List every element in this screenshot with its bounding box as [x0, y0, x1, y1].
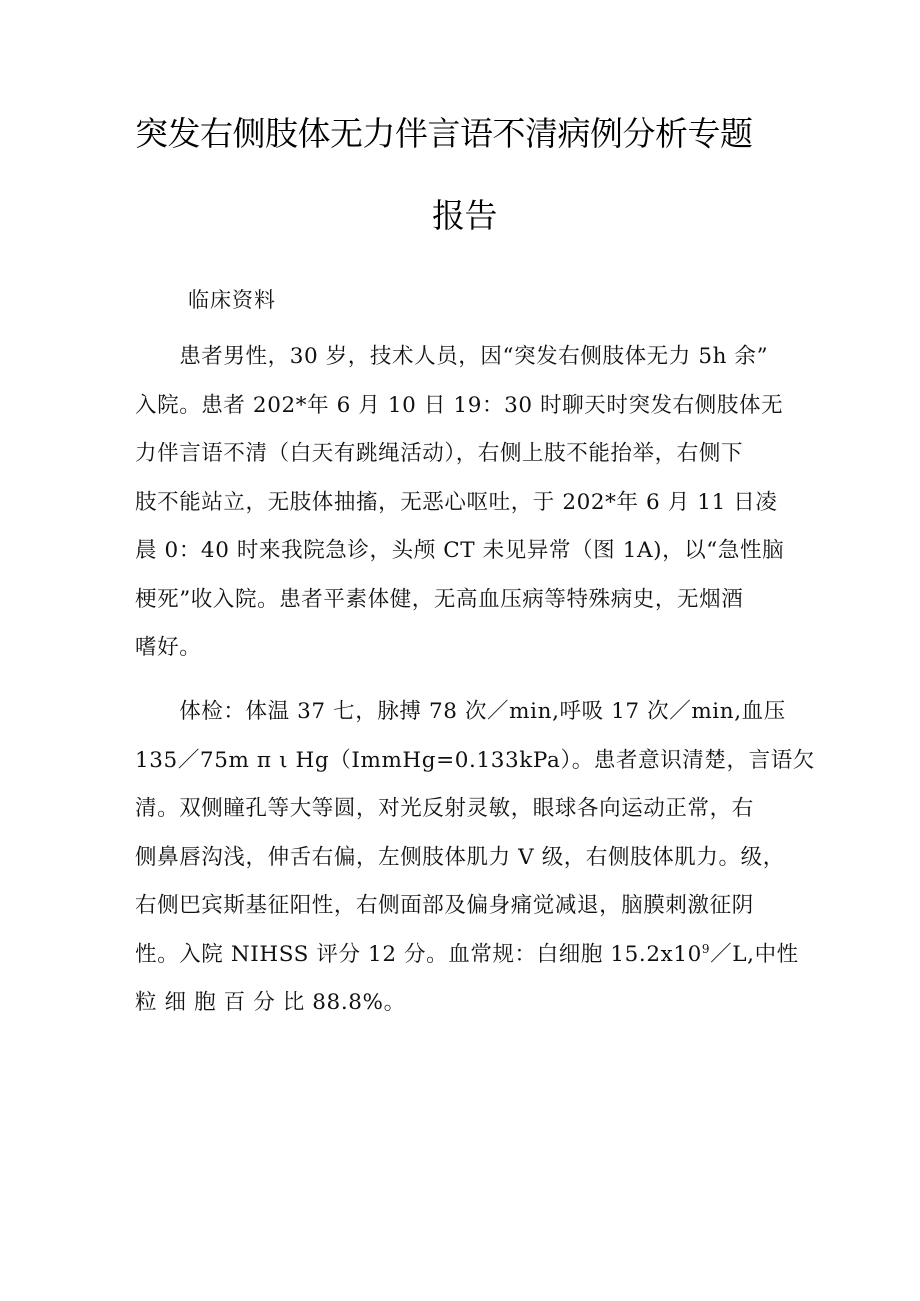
section-heading-clinical-data: 临床资料 [188, 288, 276, 312]
paragraph-patient-history [135, 333, 795, 673]
text-line: 清。双侧瞳孔等大等圆，对光反射灵敏，眼球各向运动正常，右 [135, 796, 754, 821]
text-line: 135／75m π ι Hg（ImmHg=0.133kPa）。患者意识清楚，言语欠 [135, 747, 815, 773]
text-segment: ／L,中性 [710, 941, 799, 967]
justified-word: 粒 [135, 990, 158, 1015]
document-title-line-1: 突发右侧肢体无力伴言语不清病例分析专题 [135, 114, 753, 153]
text-line: 力伴言语不清（白天有跳绳活动），右侧上肢不能抬举，右侧下 [135, 441, 744, 466]
text-line [135, 931, 799, 980]
text-line: 梗死”收入院。患者平素体健，无高血压病等特殊病史，无烟酒 [135, 586, 744, 612]
paragraph-physical-exam [135, 688, 815, 1028]
justified-word: 胞 [194, 990, 217, 1015]
justified-word: 比 [282, 990, 305, 1015]
justified-word: 细 [164, 990, 187, 1015]
justified-word: 分 [253, 990, 276, 1015]
text-line: 肢不能站立，无肢体抽搐，无恶心呕吐，于 202*年 6 月 11 日凌 [135, 489, 778, 515]
text-line: 体检：体温 37 七，脉搏 78 次／min,呼吸 17 次／min,血压 [135, 699, 786, 724]
text-line: 侧鼻唇沟浅，伸舌右偏，左侧肢体肌力 V 级，右侧肢体肌力。级， [135, 844, 785, 870]
text-line: 患者男性，30 岁，技术人员，因“突发右侧肢体无力 5h 余” [135, 344, 769, 369]
document-title-line-2: 报告 [432, 196, 497, 235]
justified-word: 88.8%。 [312, 990, 406, 1015]
text-line: 右侧巴宾斯基征阳性，右侧面部及偏身痛觉减退，脑膜刺激征阴 [135, 893, 754, 918]
text-line: 晨 0：40 时来我院急诊，头颅 CT 未见异常（图 1A)，以“急性脑 [135, 538, 785, 563]
superscript-exponent: 9 [701, 941, 711, 956]
text-line: 嗜好。 [135, 635, 202, 660]
text-line: 入院。患者 202*年 6 月 10 日 19：30 时聊天时突发右侧肢体无 [135, 392, 784, 418]
text-segment: 性。入院 NIHSS 评分 12 分。血常规：白细胞 15.2x10 [135, 941, 702, 967]
justified-word: 百 [223, 990, 246, 1015]
text-line-justified [135, 979, 790, 1028]
